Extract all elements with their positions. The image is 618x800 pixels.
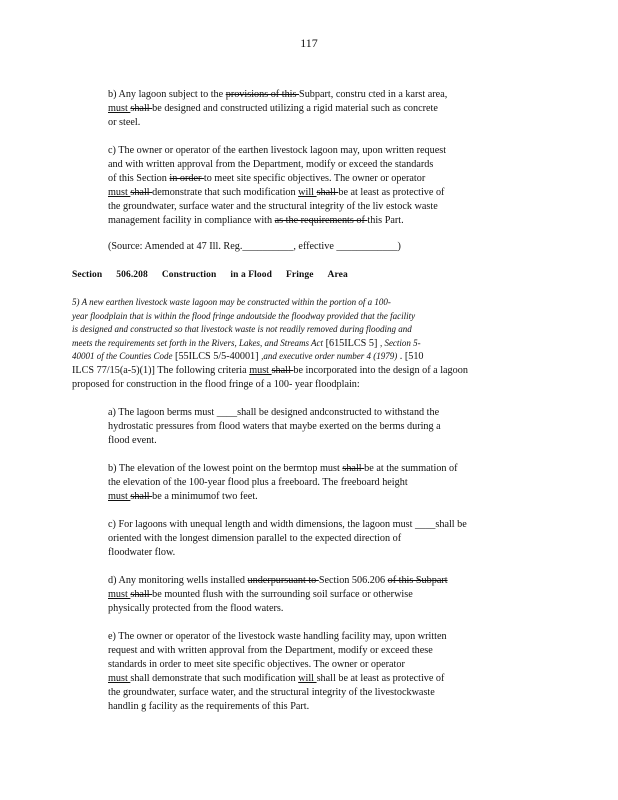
text-run: standards in order to meet site specific objectives. The owner or operator (108, 659, 405, 670)
paragraph-b-karst (108, 88, 558, 130)
criterion-c-orientation (108, 518, 574, 560)
paragraph-line (108, 186, 570, 200)
paragraph-line (108, 602, 574, 616)
deleted-text: underpursuant to (247, 575, 319, 586)
text-run: Section 506.206 (318, 575, 388, 586)
text-run: be at least as protective of (338, 187, 445, 198)
text-run: The owner or operator of the livestock waste handling facility may, upon written (118, 631, 447, 642)
paragraph-line (108, 574, 574, 588)
list-label: b) (108, 463, 119, 474)
text-run: be a minimumof two feet. (152, 491, 258, 502)
text-run: ILCS 77/15(a-5)(1)] The following criteria (72, 364, 250, 376)
paragraph-line (108, 686, 574, 700)
section-heading-word: Fringe (286, 270, 314, 280)
criterion-b-elevation (108, 462, 574, 504)
text-run: demonstrate that such modification (152, 187, 299, 198)
intro-line-2: year floodplain that is within the flood fringe andoutside the floodway provided that the facility (72, 310, 416, 321)
section-heading-word: Area (327, 270, 348, 280)
text-run: the groundwater, surface water and the structural integrity of the liv estock waste (108, 201, 438, 212)
text-run: For lagoons with unequal length and width dimensions, the lagoon must ____shall be (118, 519, 467, 530)
text-run: flood event. (108, 435, 157, 446)
inserted-text: must (108, 187, 131, 198)
intro-paragraph (72, 296, 528, 391)
inserted-text: must (249, 364, 272, 376)
paragraph-line (108, 406, 574, 420)
citation-tail: , Section 5- (379, 337, 421, 348)
paragraph-c-modify (108, 144, 570, 228)
list-label: a) (108, 407, 119, 418)
list-label: b) (108, 89, 119, 100)
paragraph-line (108, 700, 574, 714)
paragraph-line (108, 102, 558, 116)
deleted-text: shall (130, 491, 153, 502)
text-run: request and with written approval from the Department, modify or exceed these (108, 645, 433, 656)
paragraph-line (108, 462, 574, 476)
paragraph-line (108, 420, 574, 434)
inserted-text: must (108, 103, 131, 114)
paragraph-line (108, 490, 574, 504)
deleted-text: as the requirements of (274, 215, 368, 226)
intro-line-1: 5) A new earthen livestock waste lagoon may be constructed within the portion of a 100- (72, 297, 391, 307)
deleted-text: shall (130, 103, 153, 114)
intro-line-7: proposed for construction in the flood fringe of a 100- year floodplain: (72, 378, 360, 390)
text-run: to meet site specific objectives. The owner or operator (203, 173, 426, 184)
text-run: be at the summation of (364, 463, 458, 474)
text-run: the elevation of the 100-year flood plus a freeboard. The freeboard height (108, 477, 408, 488)
text-run: The elevation of the lowest point on the bermtop must (118, 463, 343, 474)
text-run: The lagoon berms must ____shall be designed andconstructed to withstand the (118, 407, 440, 418)
text-run: of this Section (108, 173, 170, 184)
section-heading (72, 270, 362, 280)
paragraph-line (108, 88, 558, 102)
paragraph-line (108, 200, 570, 214)
deleted-text: provisions of this (225, 89, 300, 100)
intro-line-5: 40001 of the Counties Code (72, 351, 173, 362)
paragraph-line (108, 434, 574, 448)
list-label: d) (108, 575, 119, 586)
intro-line-6 (72, 364, 528, 378)
intro-line-4: meets the requirements set forth in the Rivers, Lakes, and Streams Act (72, 337, 324, 348)
paragraph-line (108, 588, 574, 602)
text-run: hydrostatic pressures from flood waters that maybe exerted on the berms during a (108, 421, 441, 432)
inserted-text: will (298, 673, 317, 684)
deleted-text: shall (271, 364, 294, 376)
deleted-text: shall (130, 187, 153, 198)
list-label: e) (108, 631, 119, 642)
citation-counties-code: [55ILCS 5/5-40001] (175, 351, 259, 363)
text-run: Any monitoring wells installed (118, 575, 248, 586)
section-heading-word: in a Flood (230, 270, 273, 280)
criterion-e-modify (108, 630, 574, 714)
text-run: The owner or operator of the earthen livestock lagoon may, upon written request (118, 145, 447, 156)
text-run: physically protected from the flood waters. (108, 603, 284, 614)
paragraph-line (108, 172, 570, 186)
text-run: this Part. (367, 215, 404, 226)
paragraph-line (108, 658, 574, 672)
text-run: or steel. (108, 117, 141, 128)
paragraph-line (108, 518, 574, 532)
paragraph-line (108, 532, 574, 546)
paragraph-line (108, 158, 570, 172)
list-label: c) (108, 145, 119, 156)
deleted-text: in order (169, 173, 204, 184)
inserted-text: must (108, 589, 131, 600)
criterion-d-wells (108, 574, 574, 616)
text-run: oriented with the longest dimension parallel to the expected direction of (108, 533, 402, 544)
text-run: be incorporated into the design of a lagoon (293, 364, 468, 376)
text-run: the groundwater, surface water, and the structural integrity of the livestockwaste (108, 687, 435, 698)
section-heading-word: 506.208 (116, 270, 148, 280)
text-run: shall demonstrate that such modification (130, 673, 299, 684)
paragraph-line (108, 644, 574, 658)
text-run: Any lagoon subject to the (118, 89, 226, 100)
citation-ilcs: . [510 (399, 351, 424, 363)
inserted-text: must (108, 673, 131, 684)
inserted-text: will (298, 187, 317, 198)
paragraph-line (108, 672, 574, 686)
text-run: management facility in compliance with (108, 215, 275, 226)
section-heading-word: Construction (161, 270, 217, 280)
paragraph-line (108, 630, 574, 644)
deleted-text: shall (130, 589, 153, 600)
intro-line-3: is designed and constructed so that livestock waste is not readily removed during flooding and (72, 324, 412, 335)
text-run: and with written approval from the Department, modify or exceed the standards (108, 159, 434, 170)
text-run: floodwater flow. (108, 547, 176, 558)
page-number: 117 (300, 36, 318, 50)
criterion-a-berms (108, 406, 574, 448)
source-note: (Source: Amended at 47 Ill. Reg.__________, effective ____________) (108, 241, 401, 252)
text-run: handlin g facility as the requirements of this Part. (108, 701, 310, 712)
paragraph-line (108, 546, 574, 560)
text-run: shall be at least as protective of (316, 673, 445, 684)
section-heading-word: Section (72, 270, 103, 280)
deleted-text: of this Subpart (387, 575, 448, 586)
text-run: Subpart, constru cted in a karst area, (299, 89, 448, 100)
paragraph-line (108, 116, 558, 130)
deleted-text: shall (342, 463, 365, 474)
paragraph-line (108, 214, 570, 228)
intro-line-5-mid: ,and executive order number 4 (1979) (261, 351, 398, 362)
citation-rivers-act: [615ILCS 5] (325, 337, 378, 349)
paragraph-line (108, 144, 570, 158)
paragraph-line (108, 476, 574, 490)
text-run: be designed and constructed utilizing a rigid material such as concrete (152, 103, 438, 114)
deleted-text: shall (316, 187, 339, 198)
inserted-text: must (108, 491, 131, 502)
text-run: be mounted flush with the surrounding soil surface or otherwise (152, 589, 413, 600)
list-label: c) (108, 519, 119, 530)
